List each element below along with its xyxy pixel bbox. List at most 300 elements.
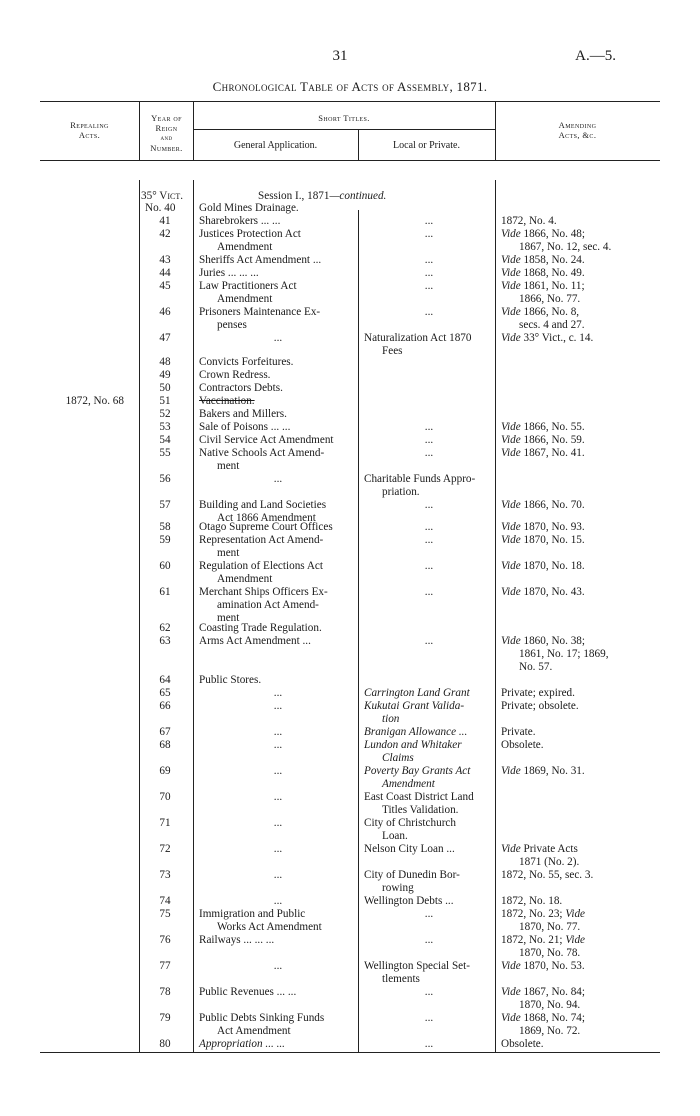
general-title-cell (199, 521, 357, 534)
general-title-cell (199, 267, 357, 280)
act-number-cell: 78 (159, 986, 171, 998)
local-title-cell-line: rowing (382, 882, 414, 894)
local-title-cell-line (364, 713, 494, 726)
general-title-cell-line: Amendment (217, 573, 273, 585)
page-number: 31 (332, 48, 348, 64)
vide-word: Vide (501, 586, 521, 598)
vide-word: Vide (501, 1012, 521, 1024)
amending-cell-line: Vide 1858, No. 24. (501, 254, 585, 266)
amending-cell-line: 1870, No. 94. (519, 999, 581, 1011)
amending-cell-line: Vide 1861, No. 11; (501, 280, 585, 292)
act-number-cell: 67 (159, 726, 171, 738)
vide-word: Vide (501, 421, 521, 433)
general-title-cell (199, 434, 357, 447)
act-number-cell: 43 (159, 254, 171, 266)
amending-cell-line: 1870, No. 77. (519, 921, 581, 933)
act-number-cell: 50 (159, 382, 171, 394)
general-title-cell (199, 534, 357, 560)
amending-cell (501, 895, 661, 908)
col-rule-2 (193, 102, 194, 160)
act-number-cell: 70 (159, 791, 171, 803)
struck-text: Vaccination. (199, 395, 255, 407)
local-title-cell-line: ... (424, 434, 434, 446)
general-title-cell (199, 726, 357, 739)
act-number-cell: 41 (159, 215, 171, 227)
act-number-cell: 65 (159, 687, 171, 699)
italic-text: Appropriation ... ... (199, 1038, 285, 1050)
general-title-cell-line: Crown Redress. (199, 369, 271, 381)
general-title-cell-line: ... (273, 332, 283, 344)
local-title-cell (364, 739, 494, 765)
local-title-cell-line: ... (424, 586, 434, 598)
year-header-line: Reign (155, 123, 178, 133)
local-title-cell (364, 499, 494, 512)
header-bottom-rule (40, 160, 660, 161)
act-number-cell: 76 (159, 934, 171, 946)
amending-header-line: Acts, &c. (558, 130, 597, 140)
amending-cell (501, 960, 661, 973)
local-title-cell (364, 934, 494, 947)
local-title-cell-line: ... (424, 306, 434, 318)
amending-cell-line: Vide 1866, No. 59. (501, 434, 585, 446)
act-number-cell: 72 (159, 843, 171, 855)
general-title-cell (199, 202, 357, 215)
general-title-cell (199, 215, 357, 228)
amending-cell-line: Vide 1860, No. 38; (501, 635, 585, 647)
repealing-header (40, 120, 139, 140)
amending-cell-line: Vide 1870, No. 43. (501, 586, 585, 598)
general-title-cell (199, 421, 357, 434)
general-title-cell-line: Amendment (217, 241, 273, 253)
general-title-cell-line: ... (273, 843, 283, 855)
general-title-cell (199, 843, 357, 856)
local-title-cell-line: Loan. (382, 830, 408, 842)
act-number-cell: 46 (159, 306, 171, 318)
amending-cell (501, 521, 661, 534)
act-number-cell: 42 (159, 228, 171, 240)
local-title-cell-line: Wellington Special Set- (364, 960, 470, 972)
local-title-cell (364, 332, 494, 358)
vide-word: Vide (501, 447, 521, 459)
act-number-cell: 80 (159, 1038, 171, 1050)
body-rule-1 (139, 180, 140, 1052)
amending-cell (501, 560, 661, 573)
amending-cell (501, 499, 661, 512)
local-title-cell-line: ... (424, 560, 434, 572)
amending-cell (501, 254, 661, 267)
body-rule-4 (495, 180, 496, 1052)
general-title-cell (199, 254, 357, 267)
amending-cell-line: Vide 1870, No. 15. (501, 534, 585, 546)
general-title-cell-line: ... (273, 791, 283, 803)
local-title-cell (364, 473, 494, 499)
amending-cell (501, 228, 661, 254)
general-title-cell-line: ment (217, 547, 240, 559)
act-number-cell: 44 (159, 267, 171, 279)
local-title-cell-line (364, 739, 494, 752)
local-title-cell (364, 817, 494, 843)
local-title-cell-line: ... (424, 934, 434, 946)
local-title-cell (364, 791, 494, 817)
general-title-cell-line: Public Revenues ... ... (199, 986, 297, 998)
amending-cell (501, 700, 661, 713)
general-title-cell-line: Representation Act Amend- (199, 534, 324, 546)
local-private-header: Local or Private. (393, 140, 460, 151)
amending-cell (501, 215, 661, 228)
act-number-cell: 48 (159, 356, 171, 368)
act-number-cell: 77 (159, 960, 171, 972)
vide-word: Vide (501, 560, 521, 572)
local-title-cell-line: Naturalization Act 1870 (364, 332, 472, 344)
general-title-cell (199, 934, 357, 947)
general-title-cell-line: ... (273, 869, 283, 881)
local-title-cell-line: ... (424, 1038, 434, 1050)
general-title-cell-line (199, 1038, 357, 1051)
act-number-cell: 57 (159, 499, 171, 511)
act-number-cell: 51 (159, 395, 171, 407)
act-number-cell: 73 (159, 869, 171, 881)
act-number-cell: 53 (159, 421, 171, 433)
amending-cell (501, 267, 661, 280)
general-title-cell (199, 700, 357, 713)
vide-word: Vide (501, 635, 521, 647)
amending-cell-line: Vide 1868, No. 74; (501, 1012, 585, 1024)
amending-cell-line: Vide 1869, No. 31. (501, 765, 585, 777)
general-title-cell-line: ... (273, 895, 283, 907)
local-title-cell-line (364, 752, 494, 765)
vide-word: Vide (501, 332, 521, 344)
act-number-cell: 66 (159, 700, 171, 712)
general-title-cell (199, 895, 357, 908)
local-title-cell-line: Wellington Debts ... (364, 895, 454, 907)
vide-word: Vide (501, 960, 521, 972)
italic-text: Amendment (382, 778, 435, 790)
amending-cell (501, 843, 661, 869)
general-title-cell-line: ... (273, 700, 283, 712)
vide-word: Vide (501, 986, 521, 998)
body-rule-2 (193, 180, 194, 1052)
local-title-cell-line (364, 700, 494, 713)
amending-cell (501, 908, 661, 934)
page-header (0, 48, 700, 68)
act-number-cell: 54 (159, 434, 171, 446)
local-title-cell (364, 267, 494, 280)
general-title-cell-line: Justices Protection Act (199, 228, 301, 240)
general-title-cell (199, 447, 357, 473)
local-title-cell (364, 521, 494, 534)
general-title-cell-line: Amendment (217, 293, 273, 305)
italic-text: Poverty Bay Grants Act (364, 765, 471, 777)
general-title-cell (199, 408, 357, 421)
general-title-cell (199, 356, 357, 369)
local-title-cell-line: ... (424, 267, 434, 279)
amending-cell-line: Vide 1866, No. 48; (501, 228, 585, 240)
amending-cell-line: Vide 1866, No. 70. (501, 499, 585, 511)
local-title-cell (364, 687, 494, 700)
general-title-cell (199, 869, 357, 882)
local-title-cell (364, 1012, 494, 1025)
general-title-cell (199, 765, 357, 778)
local-title-cell (364, 560, 494, 573)
local-title-cell (364, 215, 494, 228)
act-number-cell: 59 (159, 534, 171, 546)
local-title-cell-line: tlements (382, 973, 420, 985)
general-title-cell (199, 586, 357, 625)
amending-cell-line: Obsolete. (501, 739, 544, 751)
general-title-cell-line: Juries ... ... ... (199, 267, 259, 279)
local-title-cell-line: Fees (382, 345, 403, 357)
general-title-cell-line: Act Amendment (217, 1025, 291, 1037)
general-title-cell-line: Works Act Amendment (217, 921, 322, 933)
general-title-cell (199, 674, 357, 687)
amending-cell-line: 1872, No. 23; Vide (501, 908, 585, 920)
italic-text: Carrington Land Grant (364, 687, 470, 699)
act-number-cell: No. 40 (145, 202, 176, 214)
vide-word: Vide (501, 434, 521, 446)
local-title-cell (364, 447, 494, 460)
act-number-cell: 47 (159, 332, 171, 344)
act-number-cell: 52 (159, 408, 171, 420)
general-title-cell-line: ... (273, 817, 283, 829)
local-title-cell (364, 960, 494, 986)
amending-cell (501, 726, 661, 739)
local-title-cell (364, 586, 494, 599)
local-title-cell-line: City of Christchurch (364, 817, 456, 829)
general-title-cell-line: ... (273, 726, 283, 738)
local-title-cell (364, 1038, 494, 1051)
local-title-cell (364, 895, 494, 908)
local-title-cell-line: ... (424, 986, 434, 998)
amending-cell-line: Obsolete. (501, 1038, 544, 1050)
vide-word: Vide (501, 267, 521, 279)
amending-cell-line: Vide 1867, No. 41. (501, 447, 585, 459)
vide-word: Vide (501, 521, 521, 533)
amending-cell-line: Vide 1866, No. 8, (501, 306, 580, 318)
general-title-cell-line: ... (273, 765, 283, 777)
amending-cell (501, 1012, 661, 1038)
local-title-cell (364, 280, 494, 293)
amending-cell-line: 1871 (No. 2). (519, 856, 580, 868)
act-number-cell: 75 (159, 908, 171, 920)
general-title-cell-line: Arms Act Amendment ... (199, 635, 311, 647)
amending-cell (501, 739, 661, 752)
local-title-cell-line: East Coast District Land (364, 791, 474, 803)
general-title-cell (199, 382, 357, 395)
general-title-cell-line: Bakers and Millers. (199, 408, 287, 420)
local-title-cell-line: ... (424, 521, 434, 533)
session-prefix: 35° Vict. (141, 190, 184, 202)
year-header-line: and (160, 134, 173, 142)
local-title-cell-line: ... (424, 215, 434, 227)
year-header-line: Year of (151, 113, 182, 123)
amending-cell-line: Private; obsolete. (501, 700, 579, 712)
act-number-cell: 69 (159, 765, 171, 777)
general-title-cell-line: Civil Service Act Amendment (199, 434, 334, 446)
local-title-cell-line: City of Dunedin Bor- (364, 869, 460, 881)
local-title-cell (364, 306, 494, 319)
act-number-cell: 68 (159, 739, 171, 751)
local-title-cell (364, 635, 494, 648)
repealing-act-cell: 1872, No. 68 (65, 395, 124, 407)
amending-cell (501, 280, 661, 306)
amending-cell-line: No. 57. (519, 661, 553, 673)
local-title-cell-line (364, 726, 494, 739)
act-number-cell: 74 (159, 895, 171, 907)
general-title-cell-line: Law Practitioners Act (199, 280, 297, 292)
repealing-header-line: Acts. (78, 130, 101, 140)
general-title-cell-line: Contractors Debts. (199, 382, 283, 394)
general-title-cell (199, 635, 357, 648)
general-title-cell (199, 280, 357, 306)
year-header-line: Number. (150, 143, 183, 153)
local-title-cell-line: ... (424, 534, 434, 546)
general-title-cell-line: Railways ... ... ... (199, 934, 275, 946)
act-number-cell: 64 (159, 674, 171, 686)
local-title-cell-line: ... (424, 447, 434, 459)
general-title-cell (199, 306, 357, 332)
general-title-cell-line: Building and Land Societies (199, 499, 327, 511)
act-number-cell: 61 (159, 586, 171, 598)
bottom-rule (40, 1052, 660, 1053)
amending-cell-line: Private; expired. (501, 687, 575, 699)
year-header (140, 113, 193, 153)
table-title: Chronological Table of Acts of Assembly, 1871. (212, 79, 488, 94)
local-title-cell-line (364, 687, 494, 700)
short-titles-rule (193, 129, 495, 130)
amending-cell (501, 869, 661, 882)
act-number-cell: 55 (159, 447, 171, 459)
local-title-cell-line: Nelson City Loan ... (364, 843, 455, 855)
amending-cell (501, 765, 661, 778)
general-title-cell-line: ment (217, 612, 240, 624)
general-title-cell-line: Convicts Forfeitures. (199, 356, 294, 368)
amending-header-line: Amending (558, 120, 597, 130)
act-number-cell: 45 (159, 280, 171, 292)
local-title-cell-line: Titles Validation. (382, 804, 459, 816)
amending-cell (501, 687, 661, 700)
act-number-cell: 58 (159, 521, 171, 533)
general-title-cell (199, 1012, 357, 1038)
amending-cell-line: Vide 33° Vict., c. 14. (501, 332, 594, 344)
local-title-cell (364, 869, 494, 895)
local-title-cell-line: ... (424, 1012, 434, 1024)
general-title-cell (199, 986, 357, 999)
general-title-cell-line: penses (217, 319, 247, 331)
vide-word: Vide (501, 254, 521, 266)
local-title-cell-line: ... (424, 635, 434, 647)
general-title-cell-line: ... (273, 960, 283, 972)
amending-cell-line: Vide 1868, No. 49. (501, 267, 585, 279)
amending-cell-line: 1872, No. 18. (501, 895, 563, 907)
local-title-cell-line (364, 765, 494, 778)
local-title-cell-line: ... (424, 280, 434, 292)
amending-cell-line: 1867, No. 12, sec. 4. (519, 241, 612, 253)
general-title-cell (199, 395, 357, 408)
local-title-cell (364, 986, 494, 999)
local-title-cell-line: Charitable Funds Appro- (364, 473, 476, 485)
amending-cell (501, 586, 661, 599)
general-title-cell-line: Sharebrokers ... ... (199, 215, 281, 227)
act-number-cell: 62 (159, 622, 171, 634)
general-title-cell-line: ... (273, 739, 283, 751)
amending-cell-line: 1870, No. 78. (519, 947, 581, 959)
amending-cell (501, 986, 661, 1012)
local-title-cell (364, 534, 494, 547)
general-title-cell-line: Immigration and Public (199, 908, 306, 920)
general-title-cell-line (199, 395, 357, 408)
short-titles-header: Short Titles. (318, 113, 370, 123)
general-title-cell-line: amination Act Amend- (217, 599, 319, 611)
general-title-cell-line: Act 1866 Amendment (217, 512, 316, 524)
amending-cell (501, 434, 661, 447)
vide-word: Vide (501, 843, 521, 855)
body-rule-3 (358, 210, 359, 1052)
top-rule (40, 101, 660, 102)
amending-cell (501, 332, 661, 345)
general-title-cell-line: ... (273, 687, 283, 699)
amending-cell (501, 447, 661, 460)
italic-text: Kukutai Grant Valida- (364, 700, 465, 712)
general-title-cell (199, 1038, 357, 1051)
general-title-cell-line: Public Stores. (199, 674, 262, 686)
repealing-header-line: Repealing (70, 120, 109, 130)
general-title-cell (199, 332, 357, 345)
general-title-cell-line: Sheriffs Act Amendment ... (199, 254, 322, 266)
act-number-cell: 49 (159, 369, 171, 381)
general-title-cell-line: Prisoners Maintenance Ex- (199, 306, 321, 318)
general-title-cell-line: Regulation of Elections Act (199, 560, 323, 572)
vide-word: Vide (501, 499, 521, 511)
amending-cell-line: secs. 4 and 27. (519, 319, 585, 331)
general-application-header: General Application. (233, 140, 318, 151)
local-title-cell-line: ... (424, 499, 434, 511)
amending-cell-line: Vide 1867, No. 84; (501, 986, 585, 998)
general-title-cell (199, 739, 357, 752)
general-title-cell-line: Merchant Ships Officers Ex- (199, 586, 328, 598)
amending-cell-line: Vide 1870, No. 53. (501, 960, 585, 972)
amending-cell-line: 1872, No. 55, sec. 3. (501, 869, 594, 881)
session-label-text: Session I., 1871 (258, 190, 330, 202)
session-continued: —continued. (329, 190, 387, 202)
local-title-cell (364, 908, 494, 921)
vide-word: Vide (565, 908, 585, 920)
amending-cell-line: 1869, No. 72. (519, 1025, 581, 1037)
amending-cell (501, 306, 661, 332)
amending-header (495, 120, 660, 140)
amending-cell-line: 1866, No. 77. (519, 293, 581, 305)
vide-word: Vide (501, 534, 521, 546)
local-title-cell (364, 228, 494, 241)
amending-cell-line: 1872, No. 21; Vide (501, 934, 585, 946)
general-title-cell (199, 473, 357, 486)
local-title-cell (364, 700, 494, 726)
local-title-cell (364, 254, 494, 267)
local-title-cell-line: ... (424, 228, 434, 240)
general-title-cell (199, 560, 357, 586)
amending-cell (501, 421, 661, 434)
general-title-cell-line: Coasting Trade Regulation. (199, 622, 322, 634)
general-title-cell (199, 791, 357, 804)
italic-text: Claims (382, 752, 414, 764)
amending-cell-line: Vide 1866, No. 55. (501, 421, 585, 433)
local-title-cell (364, 843, 494, 856)
local-title-cell-line: ... (424, 421, 434, 433)
vide-word: Vide (501, 765, 521, 777)
vide-word: Vide (565, 934, 585, 946)
general-title-cell-line: Gold Mines Drainage. (199, 202, 299, 214)
general-title-cell-line: ... (273, 473, 283, 485)
general-title-cell (199, 687, 357, 700)
